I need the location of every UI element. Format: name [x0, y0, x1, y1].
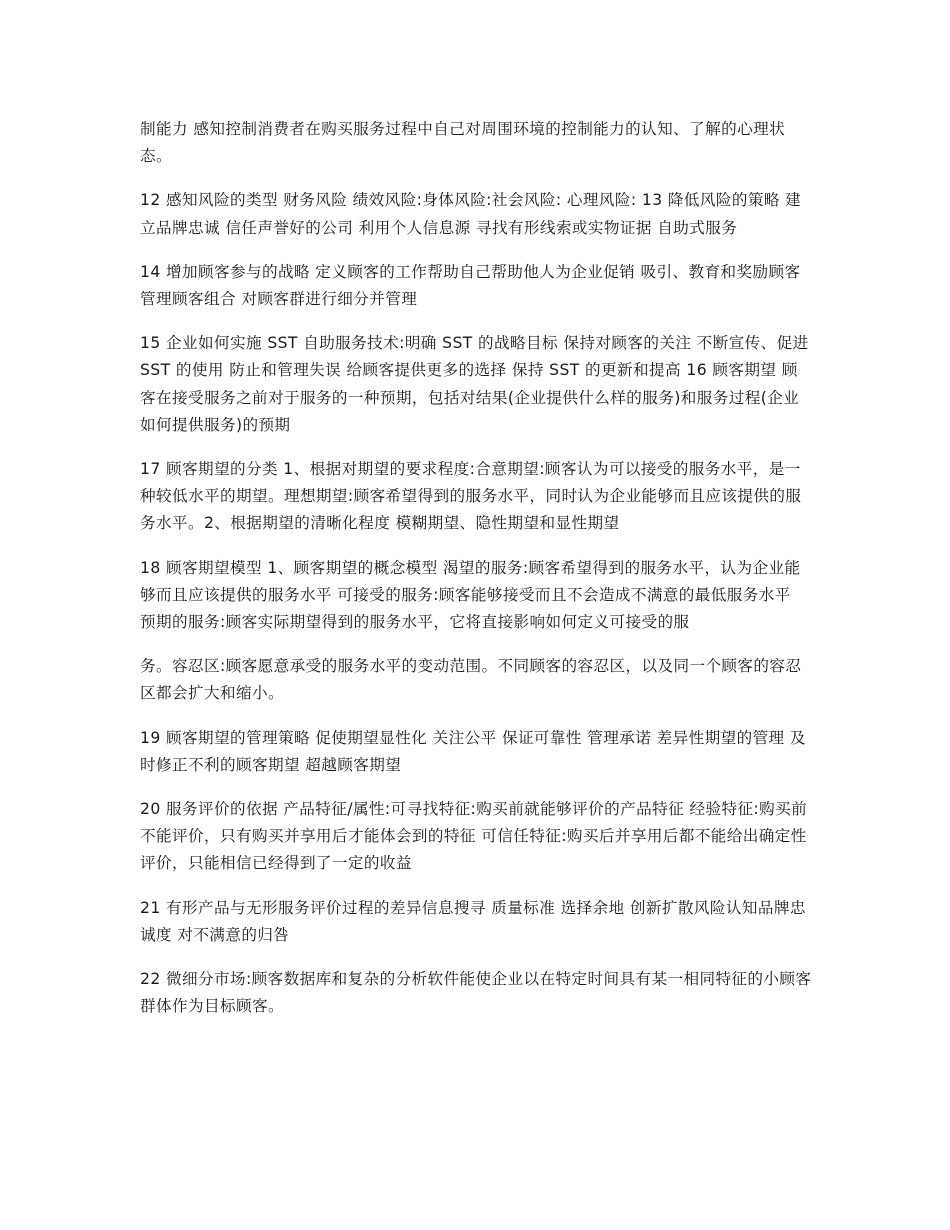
- paragraph-perceived-control: 制能力 感知控制消费者在购买服务过程中自己对周围环境的控制能力的认知、了解的心理状态。: [140, 120, 786, 166]
- paragraph-expectation-types: 17 顾客期望的分类 1、根据对期望的要求程度:合意期望:顾客认为可以接受的服务水平，是一种较低水平的期望。理想期望:顾客希望得到的服务水平，同时认为企业能够而且应该提供的服务水平。2、根据期望的清晰化程度 模糊期望、隐性期望和显性期望: [140, 460, 802, 533]
- document-body: [140, 116, 812, 1037]
- paragraph-expectation-model: 18 顾客期望模型 1、顾客期望的概念模型 渴望的服务:顾客希望得到的服务水平，认为企业能够而且应该提供的服务水平 可接受的服务:顾客能够接受而且不会造成不满意的最低服务水平 预期的服务:顾客实际期望得到的服务水平，它将直接影响如何定义可接受的服: [140, 558, 801, 632]
- paragraph-expectation-management: 19 顾客期望的管理策略 促使期望显性化 关注公平 保证可靠性 管理承诺 差异性期望的管理 及时修正不利的顾客期望 超越顾客期望: [140, 728, 806, 774]
- paragraph-evaluation-differences: 21 有形产品与无形服务评价过程的差异信息搜寻 质量标准 选择余地 创新扩散风险认知品牌忠诚度 对不满意的归咎: [140, 898, 806, 944]
- paragraph-evaluation-basis: 20 服务评价的依据 产品特征/属性:可寻找特征:购买前就能够评价的产品特征 经验特征:购买前不能评价，只有购买并享用后才能体会到的特征 可信任特征:购买后并享用后都不能给出确定性评价，只能相信已经得到了一定的收益: [140, 800, 808, 873]
- paragraph-customer-participation: 14 增加顾客参与的战略 定义顾客的工作帮助自己帮助他人为企业促销 吸引、教育和奖励顾客 管理顾客组合 对顾客群进行细分并管理: [140, 262, 801, 309]
- paragraph-zone-of-tolerance: 务。容忍区:顾客愿意承受的服务水平的变动范围。不同顾客的容忍区，以及同一个顾客的容忍区都会扩大和缩小。: [140, 657, 802, 703]
- paragraph-sst-implementation: 15 企业如何实施 SST 自助服务技术:明确 SST 的战略目标 保持对顾客的关注 不断宣传、促进 SST 的使用 防止和管理失误 给顾客提供更多的选择 保持 SST 的更新和提高 16 顾客期望 顾客在接受服务之前对于服务的一种预期，包括对结果(企业提供什么样的服务)和服务过程(企业如何提供服务)的预期: [140, 334, 809, 434]
- paragraph-perceived-risk: 12 感知风险的类型 财务风险 绩效风险:身体风险:社会风险: 心理风险: 13 降低风险的策略 建立品牌忠诚 信任声誉好的公司 利用个人信息源 寻找有形线索或实物证据 自助式服务: [140, 191, 802, 237]
- paragraph-micro-segmentation: 22 微细分市场:顾客数据库和复杂的分析软件能使企业以在特定时间具有某一相同特征的小顾客群体作为目标顾客。: [140, 970, 812, 1016]
